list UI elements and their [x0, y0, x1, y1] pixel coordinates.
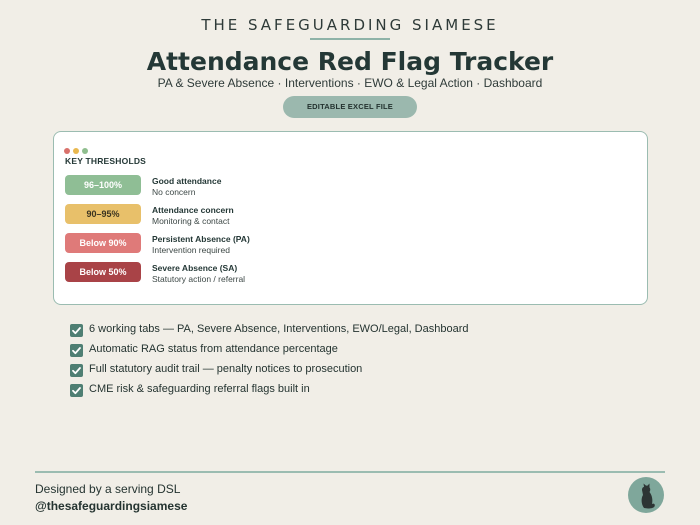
checkbox-checked-icon: [70, 384, 83, 397]
page-subtitle: PA & Severe Absence · Interventions · EWO & Legal Action · Dashboard: [157, 76, 543, 90]
maximize-dot-icon: [82, 148, 88, 154]
checkbox-checked-icon: [70, 324, 83, 337]
footer-divider: [35, 471, 665, 473]
feature-text: CME risk & safeguarding referral flags built in: [89, 383, 310, 395]
thresholds-heading: KEY THRESHOLDS: [65, 156, 147, 166]
threshold-title: Attendance concern: [152, 205, 234, 215]
page-title: Attendance Red Flag Tracker: [146, 47, 554, 76]
footer-handle: @thesafeguardingsiamese: [35, 499, 188, 513]
threshold-title: Severe Absence (SA): [152, 263, 238, 273]
checkbox-checked-icon: [70, 364, 83, 377]
checkbox-checked-icon: [70, 344, 83, 357]
threshold-description: No concern: [152, 187, 196, 197]
thresholds-card: [53, 131, 648, 305]
threshold-description: Intervention required: [152, 245, 230, 255]
close-dot-icon: [64, 148, 70, 154]
threshold-badge: Below 90%: [65, 233, 141, 253]
minimize-dot-icon: [73, 148, 79, 154]
threshold-title: Good attendance: [152, 176, 222, 186]
threshold-badge: Below 50%: [65, 262, 141, 282]
feature-text: 6 working tabs — PA, Severe Absence, Interventions, EWO/Legal, Dashboard: [89, 323, 469, 335]
threshold-badge: 90–95%: [65, 204, 141, 224]
threshold-badge: 96–100%: [65, 175, 141, 195]
feature-text: Full statutory audit trail — penalty notices to prosecution: [89, 363, 363, 375]
threshold-description: Monitoring & contact: [152, 216, 230, 226]
threshold-description: Statutory action / referral: [152, 274, 246, 284]
brand-underline: [310, 38, 390, 40]
brand-name: THE SAFEGUARDING SIAMESE: [201, 16, 499, 34]
threshold-title: Persistent Absence (PA): [152, 234, 250, 244]
siamese-cat-icon: [628, 477, 664, 513]
feature-text: Automatic RAG status from attendance percentage: [89, 343, 338, 355]
footer-credit: Designed by a serving DSL: [35, 482, 181, 496]
editable-file-badge: EDITABLE EXCEL FILE: [283, 96, 417, 118]
